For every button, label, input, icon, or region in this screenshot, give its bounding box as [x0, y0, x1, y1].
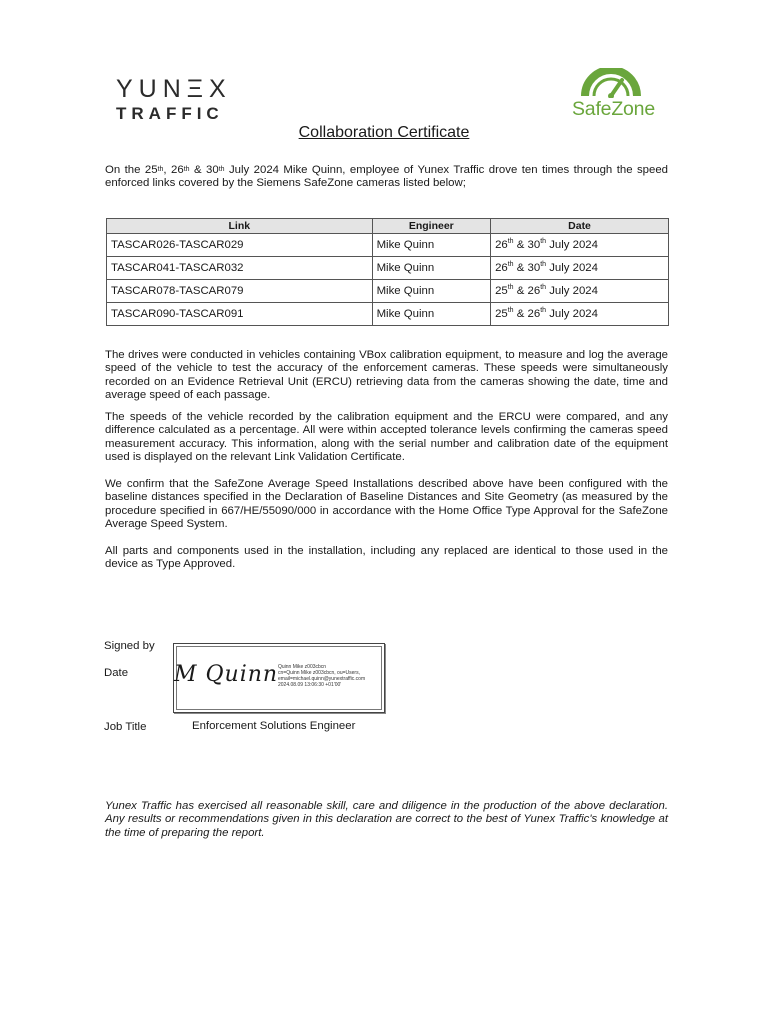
signed-by-label: Signed by: [104, 640, 155, 652]
intro-paragraph: On the 25th, 26th & 30th July 2024 Mike Quinn, employee of Yunex Traffic drove ten times through the speed enforced links covered by the Siemens SafeZone cameras listed below;: [105, 164, 669, 190]
logo-line-yunex: YUNΞX: [116, 75, 232, 103]
job-title-label: Job Title: [104, 721, 147, 733]
job-title-value: Enforcement Solutions Engineer: [192, 720, 356, 732]
speedometer-icon: [579, 68, 643, 98]
cell-engineer: Mike Quinn: [372, 280, 491, 303]
safezone-wordmark: SafeZone: [572, 98, 655, 120]
paragraph-components: All parts and components used in the installation, including any replaced are identical to those used in the device as Type Approved.: [105, 545, 668, 571]
cell-date: 26th & 30th July 2024: [491, 257, 669, 280]
signature-details: Quinn Mike z003cbcn cn=Quinn Mike z003cbcn, ou=Users, email=michael.quinn@yunextraffic.com 2024.08.09 13:06:30 +01'00': [278, 664, 366, 688]
column-header-link: Link: [107, 219, 373, 234]
cell-engineer: Mike Quinn: [372, 257, 491, 280]
table-header-row: [107, 219, 669, 234]
yunex-traffic-logo: [116, 76, 232, 124]
column-header-engineer: Engineer: [372, 219, 491, 234]
cell-link: TASCAR041-TASCAR032: [107, 257, 373, 280]
disclaimer-text: Yunex Traffic has exercised all reasonable skill, care and diligence in the production of the above declaration. Any results or recommendations given in this declaration are correct to the best of Yunex Traffic's knowledge at the time of preparing the report.: [105, 800, 668, 839]
table-row: [107, 234, 669, 257]
logo-line-traffic: TRAFFIC: [116, 104, 224, 123]
column-header-date: Date: [491, 219, 669, 234]
paragraph-confirmation: We confirm that the SafeZone Average Speed Installations described above have been configured with the baseline distances specified in the Declaration of Baseline Distances and Site Geometry (as measured by the procedure specified in 667/HE/55090/000 in accordance with the Home Office Type Approval for the SafeZone Average Speed System.: [105, 478, 668, 531]
cell-link: TASCAR090-TASCAR091: [107, 303, 373, 326]
table-row: [107, 303, 669, 326]
paragraph-drives: The drives were conducted in vehicles containing VBox calibration equipment, to measure and log the average speed of the vehicle to test the accuracy of the enforcement cameras. These speeds were simultaneously recorded on an Evidence Retrieval Unit (ERCU) retrieving data from the cameras showing the date, time and average speed of each passage.: [105, 349, 668, 402]
safezone-logo: [566, 68, 678, 124]
page-title: Collaboration Certificate: [298, 124, 470, 141]
table-row: [107, 257, 669, 280]
links-table: [106, 218, 669, 326]
date-label: Date: [104, 667, 129, 679]
cell-link: TASCAR026-TASCAR029: [107, 234, 373, 257]
handwritten-signature: M Quinn: [174, 662, 279, 687]
cell-date: 26th & 30th July 2024: [491, 234, 669, 257]
table-row: [107, 280, 669, 303]
cell-engineer: Mike Quinn: [372, 303, 491, 326]
paragraph-speeds: The speeds of the vehicle recorded by the calibration equipment and the ERCU were compared, and any difference calculated as a percentage. All were within accepted tolerance levels confirming the cameras speed measurement accuracy. This information, along with the serial number and calibration date of the equipment used is displayed on the relevant Link Validation Certificate.: [105, 411, 668, 464]
cell-link: TASCAR078-TASCAR079: [107, 280, 373, 303]
cell-date: 25th & 26th July 2024: [491, 303, 669, 326]
cell-date: 25th & 26th July 2024: [491, 280, 669, 303]
digital-signature-box: [173, 643, 385, 713]
cell-engineer: Mike Quinn: [372, 234, 491, 257]
